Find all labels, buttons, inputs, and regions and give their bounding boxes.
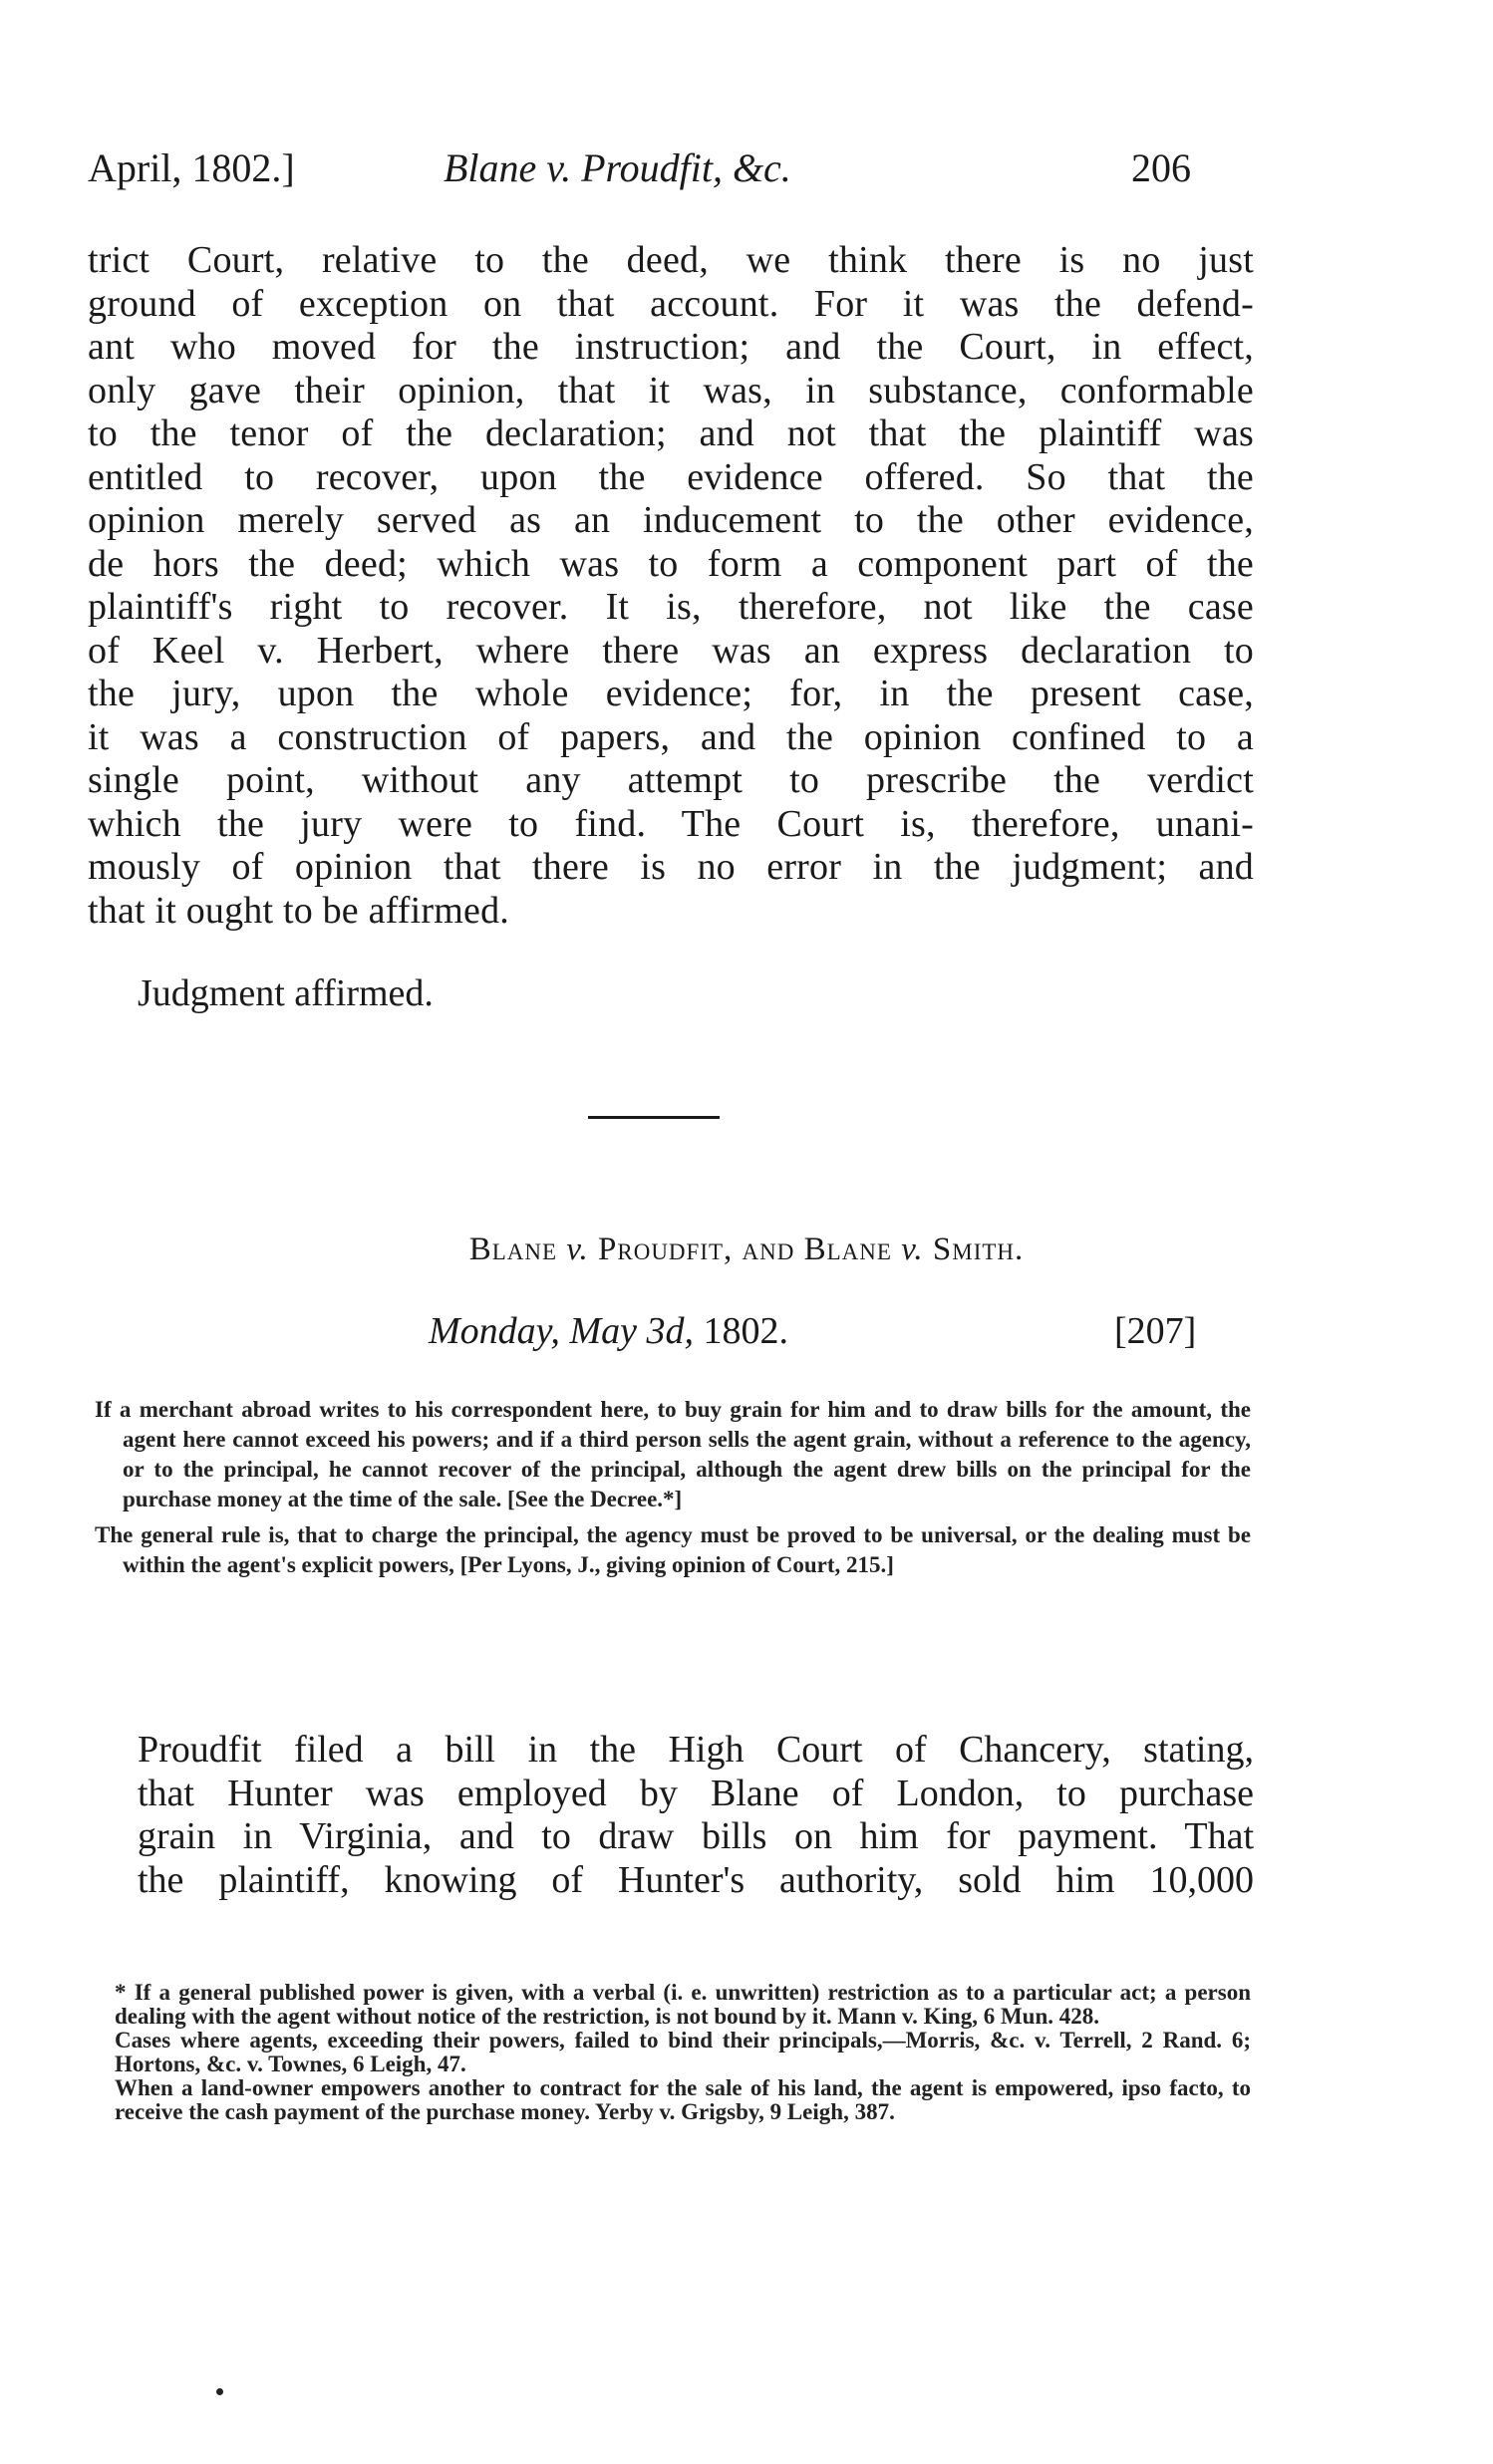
text-line: it was a construction of papers, and the opinion confined to a <box>88 715 1254 758</box>
headnotes <box>95 1395 1251 1586</box>
case-title-part: Smith. <box>932 1232 1025 1267</box>
headnote: If a merchant abroad writes to his correspondent here, to buy grain for him and to draw bills for the amount, the agent here cannot exceed his powers; and if a third person sells the agent grain, without a reference to the agency, or to the principal, he cannot recover of the principal, although the agent drew bills on the principal for the purchase money at the time of the sale. [See the Decree.*] <box>95 1397 1251 1511</box>
ink-dot <box>216 2388 223 2395</box>
page-number: 206 <box>1131 145 1191 190</box>
text-line: grain in Virginia, and to draw bills on him for payment. That <box>138 1815 1254 1857</box>
text-line: entitled to recover, upon the evidence offered. So that the <box>88 455 1254 498</box>
text-line: the jury, upon the whole evidence; for, in the present case, <box>88 673 1254 714</box>
date-year: 1802. <box>703 1310 788 1352</box>
footnotes <box>115 1981 1251 2124</box>
case-title-versus: v. <box>901 1232 924 1267</box>
text-line: single point, without any attempt to prescribe the verdict <box>88 759 1254 801</box>
case-title-part: Proudfit, and Blane <box>598 1232 892 1267</box>
text-line: that Hunter was employed by Blane of London, to purchase <box>138 1772 1254 1814</box>
text-line: opinion merely served as an inducement to the other evidence, <box>88 499 1254 541</box>
text-line: to the tenor of the declaration; and not that the plaintiff was <box>88 412 1254 454</box>
text-line: ground of exception on that account. For it was the defend- <box>88 282 1254 325</box>
case-title <box>0 1232 1493 1268</box>
text-line: only gave their opinion, that it was, in substance, conformable <box>88 369 1254 411</box>
text-line: that it ought to be affirmed. <box>88 889 510 932</box>
decision-date <box>429 1309 788 1353</box>
section-divider <box>588 1116 720 1119</box>
footnote: When a land-owner empowers another to contract for the sale of his land, the agent is empowered, ipso facto, to receive the cash payment of the purchase money. Yerby v. Grigsby, 9 Leigh, 387. <box>115 2075 1251 2124</box>
text-line: plaintiff's right to recover. It is, therefore, not like the case <box>88 586 1254 628</box>
text-line: trict Court, relative to the deed, we think there is no just <box>88 239 1254 281</box>
case-title-part: Blane <box>468 1232 558 1267</box>
text-line: the plaintiff, knowing of Hunter's authority, sold him 10,000 <box>138 1858 1254 1901</box>
text-line: ant who moved for the instruction; and the Court, in effect, <box>88 326 1254 368</box>
judgment-line: Judgment affirmed. <box>138 972 434 1014</box>
running-head-date: April, 1802.] <box>88 145 295 190</box>
text-line: Proudfit filed a bill in the High Court of Chancery, stating, <box>138 1729 1254 1771</box>
footnote: Cases where agents, exceeding their powers, failed to bind their principals,—Morris, &c. v. Terrell, 2 Rand. 6; Hortons, &c. v. Townes, 6 Leigh, 47. <box>115 2028 1251 2076</box>
text-line: of Keel v. Herbert, where there was an express declaration to <box>88 629 1254 672</box>
date-month: May 3d, <box>569 1310 694 1352</box>
page-marker: [207] <box>1114 1310 1197 1352</box>
date-day: Monday, <box>429 1310 560 1352</box>
headnote: The general rule is, that to charge the principal, the agency must be proved to be universal, or the dealing must be within the agent's explicit powers, [Per Lyons, J., giving opinion of Court, 215.] <box>95 1522 1251 1577</box>
running-head-case: Blane v. Proudfit, &c. <box>444 145 791 190</box>
case-title-versus: v. <box>566 1232 589 1267</box>
text-line: mously of opinion that there is no error in the judgment; and <box>88 846 1254 888</box>
text-line: which the jury were to find. The Court is, therefore, unani- <box>88 802 1254 845</box>
text-line: de hors the deed; which was to form a component part of the <box>88 542 1254 585</box>
footnote: * If a general published power is given, with a verbal (i. e. unwritten) restriction as to a particular act; a person dealing with the agent without notice of the restriction, is not bound by it. Mann v. King, 6 Mun. 428. <box>115 1980 1251 2029</box>
statement-text <box>138 1729 1254 1902</box>
opinion-text <box>88 239 1254 933</box>
running-head <box>0 144 1493 204</box>
